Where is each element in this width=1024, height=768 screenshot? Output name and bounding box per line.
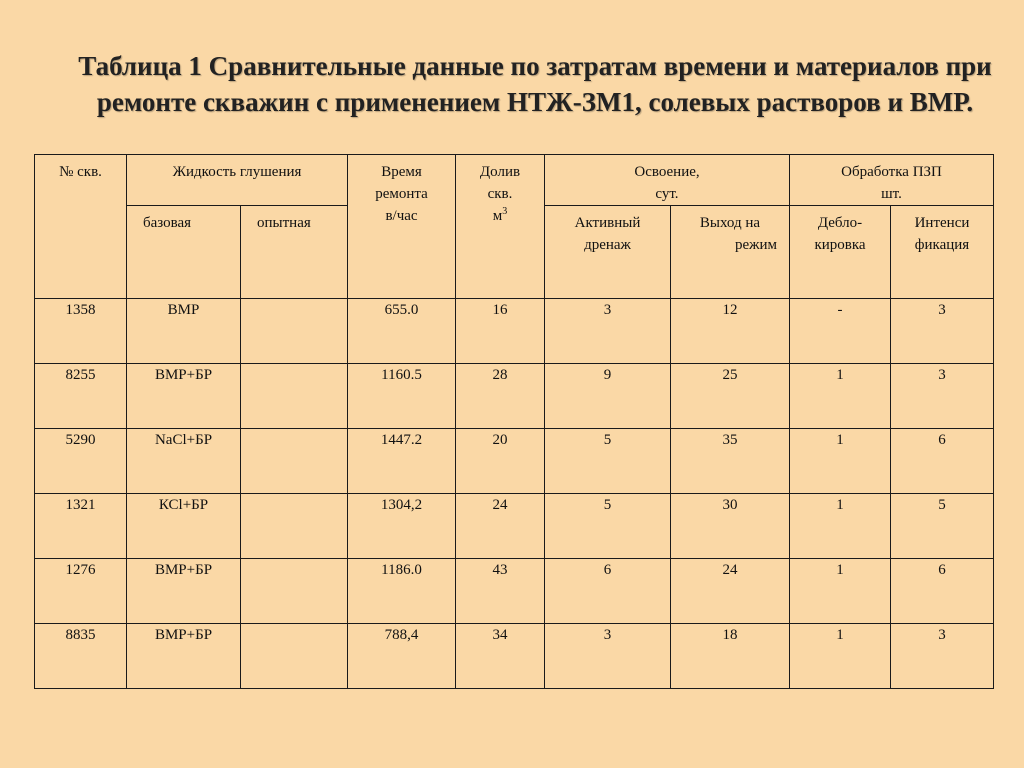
title-line-2: ремонте скважин с применением НТЖ-ЗМ1, солевых растворов и ВМР. <box>96 87 974 117</box>
comparison-table <box>34 154 994 689</box>
header-kill-fluid: Жидкость глушения <box>127 155 348 206</box>
cell-output: 18 <box>671 624 790 689</box>
cell-experimental <box>241 364 348 429</box>
cell-active: 3 <box>545 299 671 364</box>
cell-well: 1321 <box>35 494 127 559</box>
cell-intens: 6 <box>891 559 994 624</box>
cell-time: 1186.0 <box>348 559 456 624</box>
slide-title <box>40 48 1024 120</box>
cell-output: 24 <box>671 559 790 624</box>
cell-experimental <box>241 429 348 494</box>
cell-base: ВМР+БР <box>127 559 241 624</box>
cell-output: 35 <box>671 429 790 494</box>
cell-base: NaCl+БР <box>127 429 241 494</box>
header-base: базовая <box>127 206 241 299</box>
cell-declog: 1 <box>790 364 891 429</box>
table-row <box>35 559 994 624</box>
title-line-1: Таблица 1 Сравнительные данные по затратам времени и материалов при <box>78 51 992 81</box>
cell-active: 5 <box>545 494 671 559</box>
header-treatment: Обработка ПЗП шт. <box>790 155 994 206</box>
cell-output: 12 <box>671 299 790 364</box>
table-row <box>35 624 994 689</box>
header-repair-time: Время ремонта в/час <box>348 155 456 299</box>
cell-output: 30 <box>671 494 790 559</box>
cell-time: 655.0 <box>348 299 456 364</box>
cell-base: КСl+БР <box>127 494 241 559</box>
cell-experimental <box>241 299 348 364</box>
cell-topping: 34 <box>456 624 545 689</box>
cell-base: ВМР <box>127 299 241 364</box>
table-row <box>35 364 994 429</box>
cell-active: 9 <box>545 364 671 429</box>
header-row-1 <box>35 155 994 206</box>
cell-time: 1304,2 <box>348 494 456 559</box>
cell-intens: 5 <box>891 494 994 559</box>
cell-output: 25 <box>671 364 790 429</box>
header-intensification: Интенси фикация <box>891 206 994 299</box>
cell-experimental <box>241 624 348 689</box>
cell-active: 3 <box>545 624 671 689</box>
header-experimental: опытная <box>241 206 348 299</box>
header-well-no: № скв. <box>35 155 127 299</box>
cell-well: 8255 <box>35 364 127 429</box>
cell-intens: 3 <box>891 299 994 364</box>
cell-base: ВМР+БР <box>127 364 241 429</box>
cell-active: 5 <box>545 429 671 494</box>
cell-declog: 1 <box>790 494 891 559</box>
table-row <box>35 494 994 559</box>
header-active-drainage: Активный дренаж <box>545 206 671 299</box>
cell-base: ВМР+БР <box>127 624 241 689</box>
cell-active: 6 <box>545 559 671 624</box>
cell-topping: 16 <box>456 299 545 364</box>
cell-topping: 24 <box>456 494 545 559</box>
cell-declog: 1 <box>790 624 891 689</box>
cell-intens: 3 <box>891 364 994 429</box>
cell-experimental <box>241 494 348 559</box>
cell-well: 5290 <box>35 429 127 494</box>
header-development: Освоение, сут. <box>545 155 790 206</box>
cell-topping: 28 <box>456 364 545 429</box>
cell-time: 788,4 <box>348 624 456 689</box>
cell-time: 1447.2 <box>348 429 456 494</box>
header-declogging: Дебло- кировка <box>790 206 891 299</box>
cell-topping: 43 <box>456 559 545 624</box>
cell-experimental <box>241 559 348 624</box>
table-row <box>35 299 994 364</box>
cell-well: 1276 <box>35 559 127 624</box>
header-output-mode: Выход на режим <box>671 206 790 299</box>
cell-declog: - <box>790 299 891 364</box>
cell-intens: 3 <box>891 624 994 689</box>
cell-topping: 20 <box>456 429 545 494</box>
cell-time: 1160.5 <box>348 364 456 429</box>
cell-well: 1358 <box>35 299 127 364</box>
cell-declog: 1 <box>790 559 891 624</box>
header-topping: Долив скв. $м^3$ <box>456 155 545 299</box>
cell-intens: 6 <box>891 429 994 494</box>
cell-well: 8835 <box>35 624 127 689</box>
table-row <box>35 429 994 494</box>
cell-declog: 1 <box>790 429 891 494</box>
